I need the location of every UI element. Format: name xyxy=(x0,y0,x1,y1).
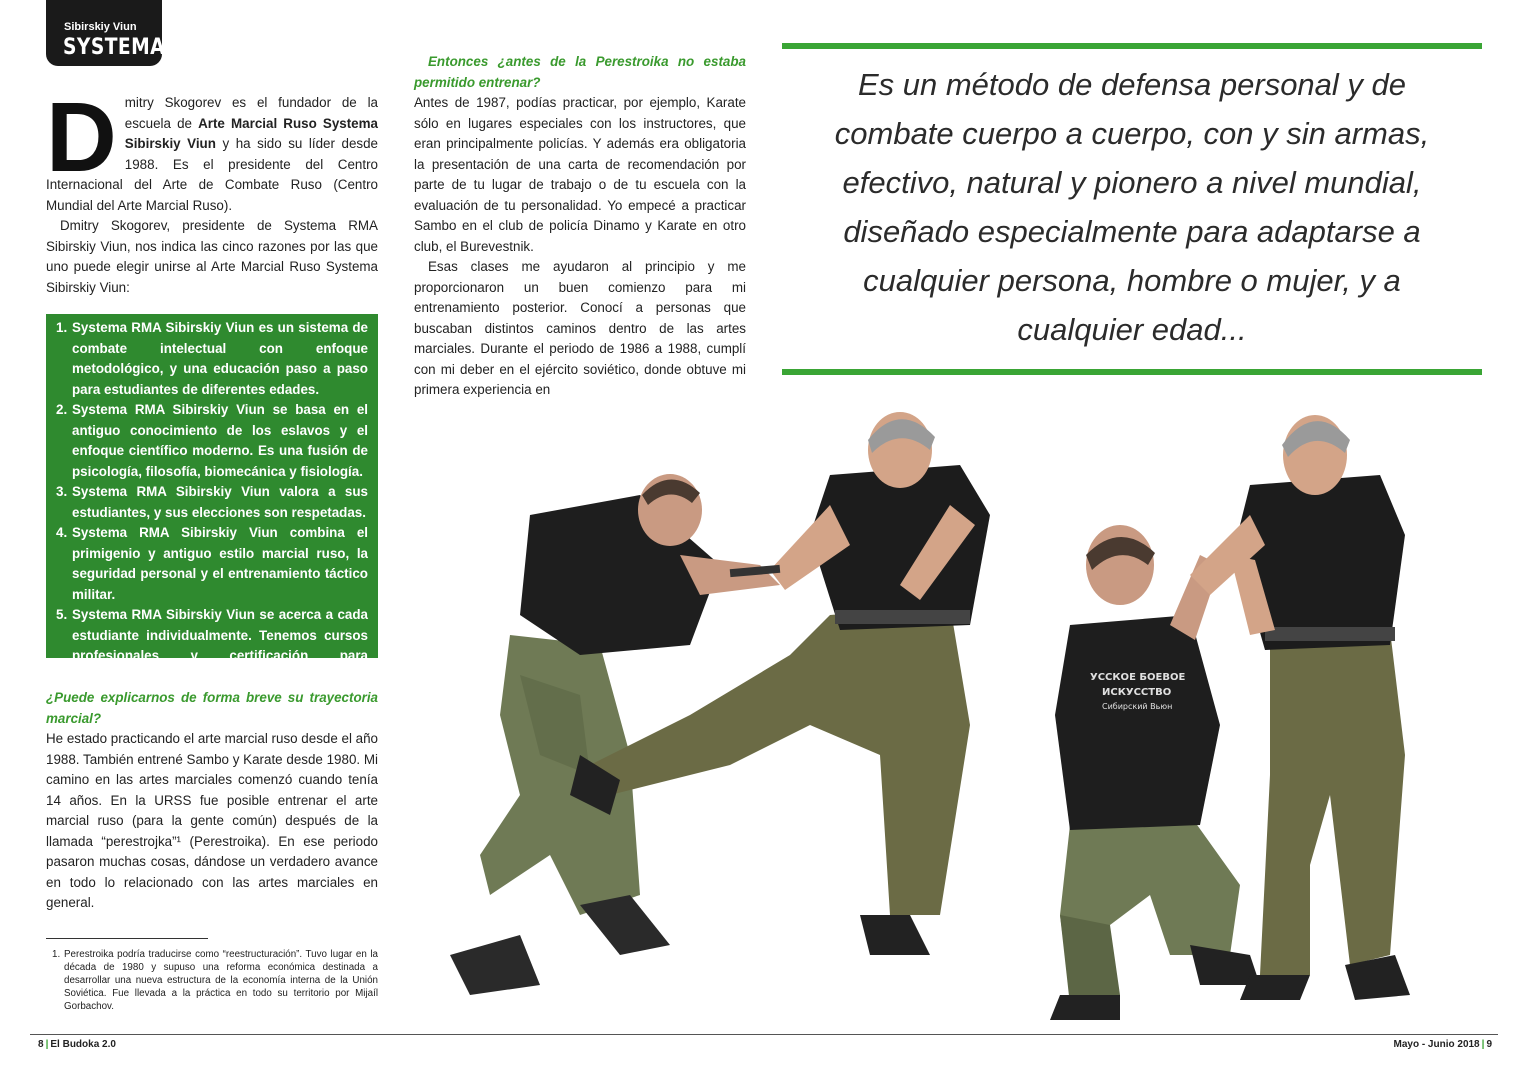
issue-date: Mayo - Junio 2018 xyxy=(1393,1039,1480,1050)
pull-quote: Es un método de defensa personal y de combate cuerpo a cuerpo, con y sin armas, efectivo, natural y pionero a nivel mundial, diseñado especialmente para adaptarse a cualquier persona, hombre o mujer, y a cualquier edad... xyxy=(834,67,1430,347)
page-number-left: 8 xyxy=(38,1039,44,1050)
reasons-list xyxy=(56,318,368,687)
footer-left: 8 | El Budoka 2.0 xyxy=(38,1039,116,1050)
footer-rule xyxy=(30,1034,1498,1035)
question-heading: Entonces ¿antes de la Perestroika no estaba permitido entrenar? xyxy=(414,54,746,90)
list-item: 5. Systema RMA Sibirskiy Viun se acerca a cada estudiante individualmente. Tenemos cursos profesionales y certificación para instructores. xyxy=(56,607,368,684)
reasons-box xyxy=(46,314,378,684)
shirt-print-line-3: Сибирский Вьюн xyxy=(1102,702,1173,711)
magazine-title: El Budoka 2.0 xyxy=(50,1039,116,1050)
martial-arts-photo xyxy=(430,395,1500,1025)
footnote-text: Perestroika podría traducirse como “reestructuración”. Tuvo lugar en la década de 1980 y supuso una reforma económica destinada a desarrollar una nueva estructura de la economía interna de la Unión Soviética. Fue llevada a la práctica en todo su territorio por Mijaíl Gorbachov. xyxy=(64,949,378,1012)
article-column-middle xyxy=(414,52,746,401)
section-tag-subtitle: Sibirskiy Viun xyxy=(64,21,137,33)
drop-cap: D xyxy=(46,82,117,192)
footnote-number: 1. xyxy=(52,949,61,960)
list-item: 4. Systema RMA Sibirskiy Viun combina el primigenio y antiguo estilo marcial ruso, la seguridad personal y el entrenamiento táctico militar. xyxy=(56,525,368,602)
reasons-intro-paragraph: Dmitry Skogorev, presidente de Systema RMA Sibirskiy Viun, nos indica las cinco razones por las que uno puede elegir unirse al Arte Marcial Ruso Systema Sibirskiy Viun: xyxy=(46,218,378,295)
footnote-rule xyxy=(46,938,208,939)
question-heading: ¿Puede explicarnos de forma breve su trayectoria marcial? xyxy=(46,690,378,726)
answer-paragraph: Esas clases me ayudaron al principio y me proporcionaron un buen comienzo para mi entrenamiento posterior. Conocí a personas que buscaban distintos caminos dentro de las artes marciales. Durante el periodo de 1986 a 1988, cumplí con mi deber en el ejército soviético, donde obtuve mi primera experiencia en xyxy=(414,259,746,397)
article-column-left xyxy=(46,82,378,298)
shirt-print xyxy=(1090,672,1185,711)
qa-trajectory xyxy=(46,688,378,914)
quote-rule-top xyxy=(782,43,1482,49)
intro-paragraph: mitry Skogorev es el fundador de la escuela de Arte Marcial Ruso Systema Sibirskiy Viun y ha sido su líder desde 1988. Es el presidente del Centro Internacional del Arte de Combate Ruso (Centro Mundial del Arte Marcial Ruso). xyxy=(46,95,378,213)
fighter-kneeling-right xyxy=(1050,525,1260,1020)
shirt-print-line-2: ИСКУССТВО xyxy=(1102,687,1172,698)
list-item: 2. Systema RMA Sibirskiy Viun se basa en el antiguo conocimiento de los eslavos y el enfoque científico moderno. Es una fusión de psicología, filosofía, biomecánica y fisiología. xyxy=(56,402,368,479)
answer-paragraph: Antes de 1987, podías practicar, por ejemplo, Karate sólo en lugares especiales con los instructores, que eran principalmente policías. Y además era obligatoria la presentación de una carta de recomendación por parte de tu lugar de trabajo o de tu escuela con la evaluación de tu personalidad. Yo empecé a practicar Sambo en el club de policía Dinamo y Karate en otro club, el Burevestnik. xyxy=(414,95,746,254)
page-number-right: 9 xyxy=(1486,1039,1492,1050)
list-item: 3. Systema RMA Sibirskiy Viun valora a sus estudiantes, y sus elecciones son respetadas. xyxy=(56,484,368,520)
section-tag-title: SYSTEMA xyxy=(63,35,166,60)
shirt-print-line-1: УССКОЕ БОЕВОЕ xyxy=(1090,672,1186,683)
list-item: 1. Systema RMA Sibirskiy Viun es un sistema de combate intelectual con enfoque metodológico, y una educación paso a paso para estudiantes de diferentes edades. xyxy=(56,320,368,397)
answer-paragraph: He estado practicando el arte marcial ruso desde el año 1988. También entrené Sambo y Karate desde 1980. Mi camino en las artes marciales comenzó cuando tenía 14 años. En la URSS fue posible entrenar el arte marcial ruso (para la gente común) después de la llamada “perestrojka”¹ (Perestroika). En ese periodo pasaron muchas cosas, dándose un verdadero avance en todo lo relacionado con las artes marciales en general. xyxy=(46,731,378,910)
quote-rule-bottom xyxy=(782,369,1482,375)
footer-right: Mayo - Junio 2018 | 9 xyxy=(1393,1039,1492,1050)
section-tag xyxy=(46,0,166,66)
footnote xyxy=(46,948,378,1013)
